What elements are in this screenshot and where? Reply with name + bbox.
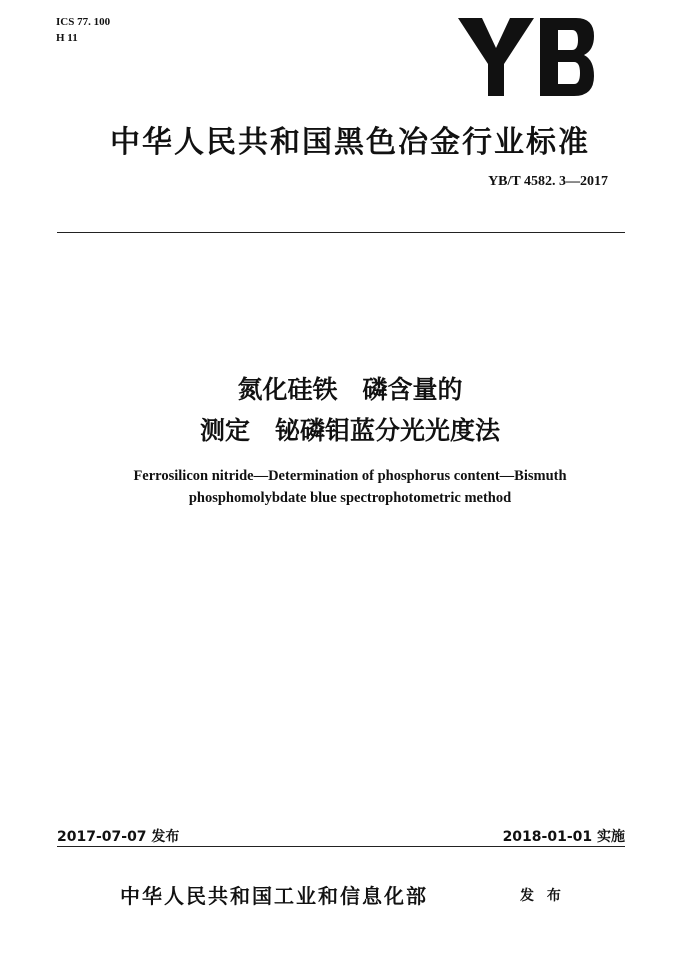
bottom-divider xyxy=(57,846,625,847)
org-title: 中华人民共和国黑色冶金行业标准 xyxy=(110,125,590,160)
title-en-line2: phosphomolybdate blue spectrophotometric method xyxy=(188,490,512,506)
issue-date: 2017-07-07 发布 xyxy=(57,829,180,845)
title-cn-line1: 氮化硅铁 磷含量的 xyxy=(237,375,463,404)
title-cn-line2: 测定 铋磷钼蓝分光光度法 xyxy=(199,416,500,445)
standard-code: YB/T 4582. 3—2017 xyxy=(488,174,608,189)
implement-date: 2018-01-01 实施 xyxy=(502,829,625,845)
title-en-line1: Ferrosilicon nitride—Determination of phosphorus content—Bismuth xyxy=(133,468,567,484)
yb-logo xyxy=(458,18,594,96)
publisher-action: 发 布 xyxy=(520,888,565,904)
classification-codes xyxy=(56,14,110,46)
ccs-code: H 11 xyxy=(56,32,78,44)
publisher-name: 中华人民共和国工业和信息化部 xyxy=(120,884,428,908)
ics-code: ICS 77. 100 xyxy=(56,16,111,28)
top-divider xyxy=(57,232,625,233)
